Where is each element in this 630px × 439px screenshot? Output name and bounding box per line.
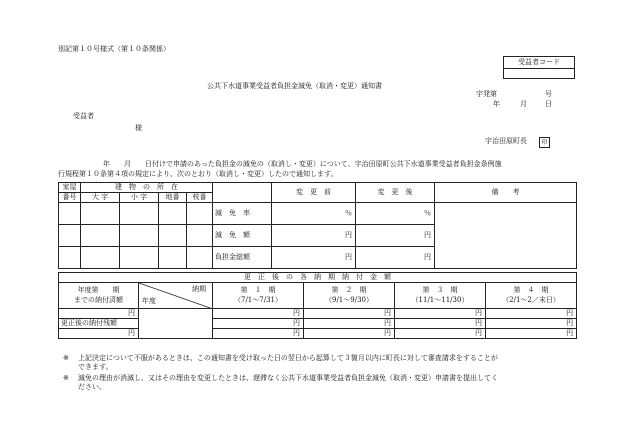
after-header: 変 更 後 xyxy=(356,183,435,203)
corner-period-label: 納期 xyxy=(192,285,206,293)
rate-after[interactable]: ％ xyxy=(356,203,435,225)
period-3-header xyxy=(395,283,486,309)
total-after[interactable]: 円 xyxy=(356,247,435,269)
oaza-cell[interactable] xyxy=(81,247,120,269)
rate-before[interactable]: ％ xyxy=(272,203,356,225)
period-3-range: （11/1～11/30） xyxy=(411,296,469,304)
p3-amount[interactable]: 円 xyxy=(395,309,486,319)
note-1-text: 上記決定について不服があるときは、この通知書を受け取った日の翌日から起算して３箇月以内に町長に対して審査請求をすることが xyxy=(78,354,498,362)
chiban-cell[interactable] xyxy=(159,225,187,247)
row-label-amount: 減 免 額 xyxy=(213,225,272,247)
p2-amount[interactable]: 円 xyxy=(304,309,395,319)
note-1-cont: できます。 xyxy=(78,363,113,371)
date-year: 年 xyxy=(493,100,500,108)
period-year-corner xyxy=(139,283,213,309)
p2-amount[interactable]: 円 xyxy=(304,319,395,329)
corner-year-label: 年度 xyxy=(142,297,156,305)
paid-header-line2: までの納付済額 xyxy=(74,296,123,304)
period-4-header xyxy=(486,283,577,309)
period-1-range: （7/1～7/31） xyxy=(234,296,282,304)
honorific: 様 xyxy=(135,124,142,132)
remaining-amount-cell[interactable]: 円 xyxy=(59,329,139,339)
issuer-name: 宇治田原町長 xyxy=(485,137,527,145)
subcol-koaza: 小 字 xyxy=(120,193,159,203)
paid-amount-cell[interactable]: 円 xyxy=(59,309,139,319)
row-label-total: 負担金総額 xyxy=(213,247,272,269)
period-4-range: （2/1～2／末日） xyxy=(502,296,560,304)
note-2-cont: ださい。 xyxy=(78,383,106,391)
year-cell[interactable] xyxy=(139,309,213,339)
recipient-code-label: 受益者コード xyxy=(503,56,575,69)
recipient-label: 受益者 xyxy=(73,112,94,120)
note-1-mark: ※ xyxy=(63,354,69,362)
schedule-heading: 更 正 後 の 各 納 期 納 付 金 額 xyxy=(59,273,577,283)
edaban-cell[interactable] xyxy=(187,225,213,247)
koaza-cell[interactable] xyxy=(120,203,159,225)
koaza-cell[interactable] xyxy=(120,225,159,247)
p4-amount[interactable]: 円 xyxy=(486,319,577,329)
chiban-cell[interactable] xyxy=(159,203,187,225)
house-number-cell[interactable] xyxy=(59,247,81,269)
date-day: 日 xyxy=(545,100,552,108)
assessment-table xyxy=(58,182,577,269)
edaban-cell[interactable] xyxy=(187,203,213,225)
p1-amount[interactable]: 円 xyxy=(213,309,304,319)
paid-to-date-header xyxy=(59,283,139,309)
period-3-name: 第 ３ 期 xyxy=(422,286,458,294)
oaza-cell[interactable] xyxy=(81,203,120,225)
remaining-label: 更正後の納付残額 xyxy=(59,319,139,329)
doc-number-suffix: 号 xyxy=(545,90,552,98)
p2-amount[interactable]: 円 xyxy=(304,329,395,339)
p4-amount[interactable]: 円 xyxy=(486,309,577,319)
note-2-mark: ※ xyxy=(63,374,69,382)
total-before[interactable]: 円 xyxy=(272,247,356,269)
blank-header-cell xyxy=(213,183,272,203)
period-2-header xyxy=(304,283,395,309)
period-2-range: （9/1～9/30） xyxy=(325,296,373,304)
intro-line-1: 年 月 日付けで申請のあった負担金の減免の（取消し・変更）について、宇治田原町公共下水道事業受益者負担金条例施 xyxy=(103,160,502,168)
period-2-name: 第 ２ 期 xyxy=(331,286,367,294)
amount-before[interactable]: 円 xyxy=(272,225,356,247)
amount-after[interactable]: 円 xyxy=(356,225,435,247)
period-1-name: 第 １ 期 xyxy=(240,286,276,294)
koaza-cell[interactable] xyxy=(120,247,159,269)
paid-header-line1: 年度第 期 xyxy=(77,286,120,294)
form-label: 別記第１０号様式（第１０条関係） xyxy=(58,45,170,53)
period-4-name: 第 ４ 期 xyxy=(513,286,549,294)
p3-amount[interactable]: 円 xyxy=(395,329,486,339)
subcol-oaza: 大 字 xyxy=(81,193,120,203)
subcol-chiban: 地番 xyxy=(159,193,187,203)
number-header: 番号 xyxy=(59,193,81,203)
before-header: 変 更 前 xyxy=(272,183,356,203)
doc-number-label: 宇発第 xyxy=(476,90,497,98)
edaban-cell[interactable] xyxy=(187,247,213,269)
note-2-text: 減免の理由が消滅し、又はその理由を変更したときは、遅滞なく公共下水道事業受益者負担金減免（取消・変更）申請書を提出してく xyxy=(78,374,498,382)
payment-schedule-table xyxy=(58,272,577,339)
subcol-edaban: 枝番 xyxy=(187,193,213,203)
recipient-code-box[interactable] xyxy=(503,67,575,79)
location-header: 建 物 の 所 在 xyxy=(81,183,213,193)
house-number-cell[interactable] xyxy=(59,225,81,247)
house-header: 家屋 xyxy=(59,183,81,193)
chiban-cell[interactable] xyxy=(159,247,187,269)
house-number-cell[interactable] xyxy=(59,203,81,225)
remarks-cell[interactable] xyxy=(435,203,577,269)
p1-amount[interactable]: 円 xyxy=(213,319,304,329)
remarks-header: 備 考 xyxy=(435,183,577,203)
row-label-rate: 減 免 率 xyxy=(213,203,272,225)
oaza-cell[interactable] xyxy=(81,225,120,247)
period-1-header xyxy=(213,283,304,309)
document-title: 公共下水道事業受益者負担金減免（取消・変更）通知書 xyxy=(207,82,382,90)
p1-amount[interactable]: 円 xyxy=(213,329,304,339)
p4-amount[interactable]: 円 xyxy=(486,329,577,339)
seal-icon: 印 xyxy=(539,137,550,148)
p3-amount[interactable]: 円 xyxy=(395,319,486,329)
date-month: 月 xyxy=(520,100,527,108)
intro-line-2: 行規程第１０条第４項の規定により、次のとおり（取消し・変更）したので通知します。 xyxy=(58,170,338,178)
